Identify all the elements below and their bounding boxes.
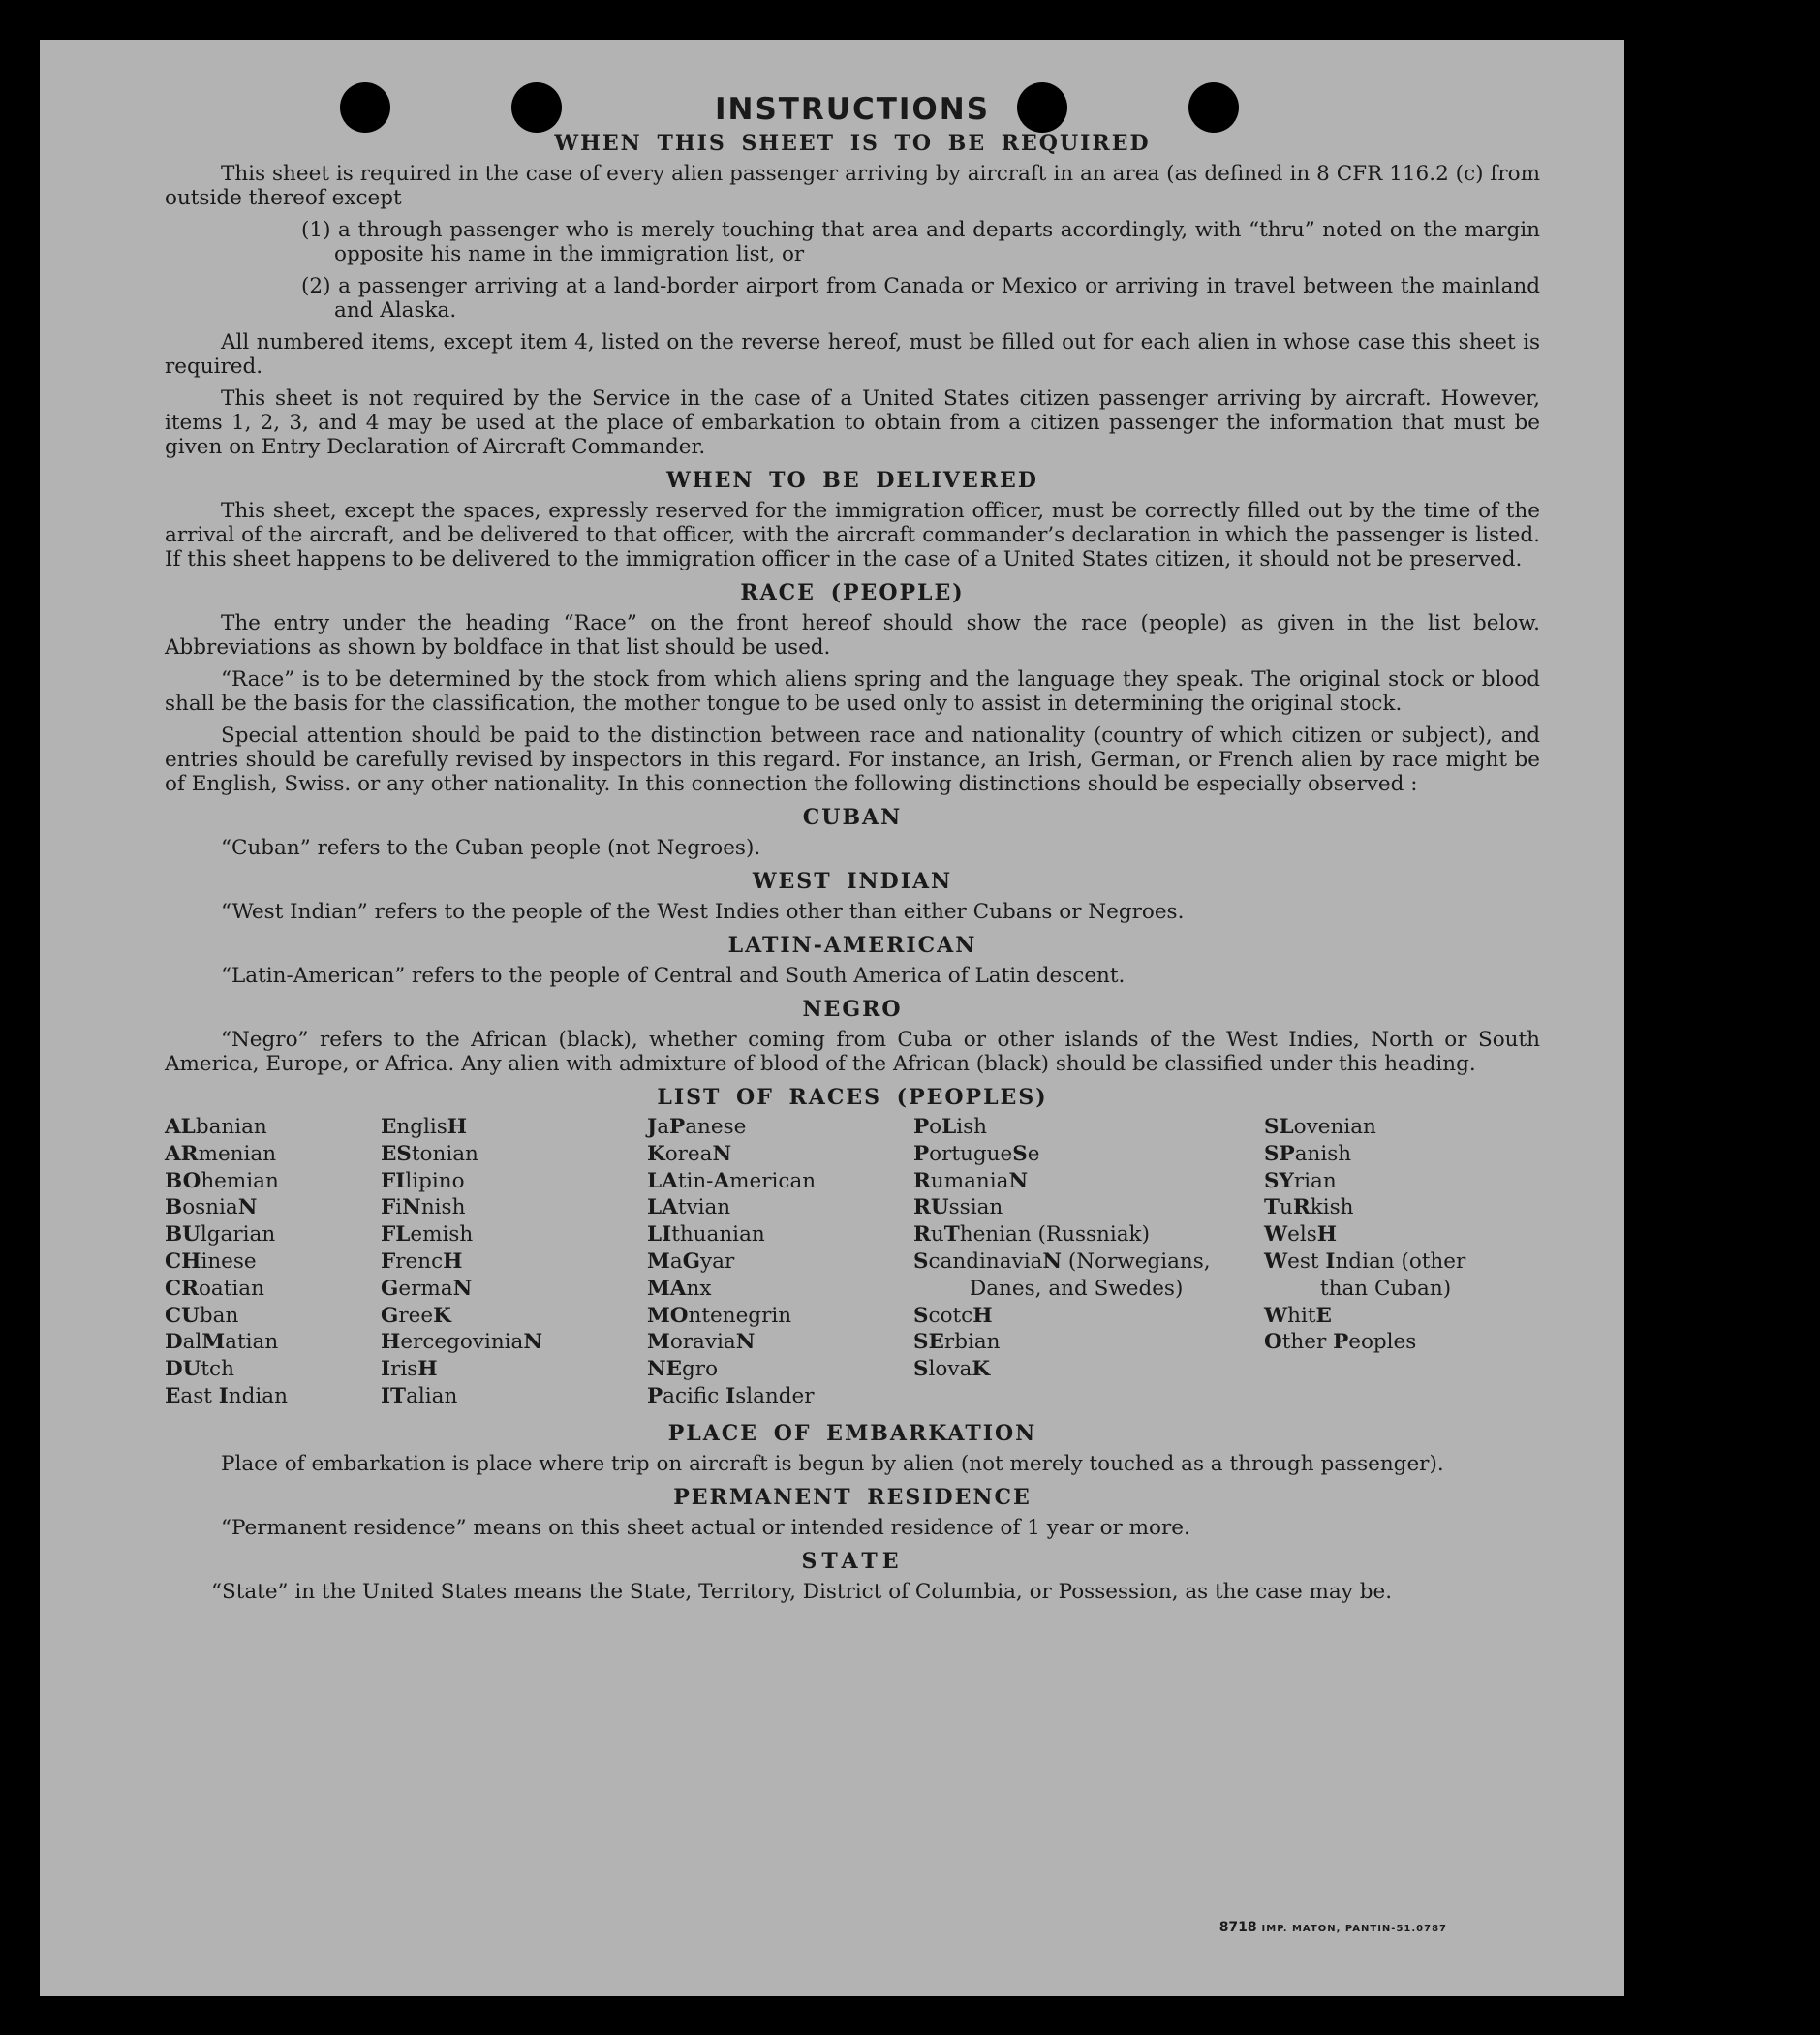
races-list [165,1114,1540,1410]
race-entry: GermaN [381,1276,473,1301]
race-entry: TuRkish [1264,1195,1354,1220]
race-entry: CHinese [165,1249,257,1274]
heading-delivered: WHEN TO BE DELIVERED [666,468,1038,493]
exception-item-1: (1) a through passenger who is merely touching that area and departs accordingly, with “thru” noted on the margin opposite his name in the immigration list, or [301,218,1540,266]
race-entry: SYrian [1264,1168,1337,1193]
race-entry: DUtch [165,1357,234,1382]
race-entry: BUlgarian [165,1222,276,1248]
race-entry: LIthuanian [647,1222,765,1248]
races-column-4 [913,1114,1264,1410]
race-entry: DalMatian [165,1330,279,1355]
race-entry: CRoatian [165,1276,264,1301]
race-entry: BOhemian [165,1168,279,1193]
race-entry: PoLish [913,1115,988,1139]
race-entry: GreeK [381,1303,451,1328]
paragraph: All numbered items, except item 4, listed on the reverse hereof, must be filled out for each alien in whose case this sheet is required. [165,330,1540,379]
race-entry: PortugueSe [913,1141,1040,1166]
race-entry: ARmenian [165,1141,277,1166]
paragraph: “Permanent residence” means on this sheet actual or intended residence of 1 year or more. [221,1515,1190,1540]
paragraph: This sheet is not required by the Service in the case of a United States citizen passenger arriving by aircraft. However, items 1, 2, 3, and 4 may be used at the place of embarkation to obtain from a citizen passenger the information that must be given on Entry Declaration of Aircraft Commander. [165,386,1540,459]
race-entry: EnglisH [381,1115,468,1139]
race-entry: FrencH [381,1249,463,1274]
race-entry: EStonian [381,1141,478,1166]
race-entry: ITalian [381,1383,458,1408]
imprint-text: IMP. MATON, PANTIN-51.0787 [1261,1924,1447,1934]
race-entry: RumaniaN [913,1168,1029,1193]
heading-state: STATE [801,1548,904,1574]
race-entry: WhitE [1264,1303,1332,1328]
races-column-3 [647,1114,913,1410]
race-entry: SErbian [913,1330,1001,1355]
race-entry: Other Peoples [1264,1330,1417,1355]
race-entry: RUssian [913,1195,1003,1220]
paragraph: “State” in the United States means the State, Territory, District of Columbia, or Possession, as the case may be. [211,1579,1393,1604]
race-entry: BosniaN [165,1195,258,1220]
races-column-5 [1264,1114,1506,1410]
race-entry: ALbanian [165,1115,267,1139]
race-entry: CUban [165,1303,239,1328]
race-entry: FLemish [381,1222,474,1248]
heading-races-list: LIST OF RACES (PEOPLES) [657,1085,1048,1110]
paragraph: Place of embarkation is place where trip on aircraft is begun by alien (not merely touched as a through passenger). [221,1451,1444,1476]
race-entry: NEgro [647,1357,719,1382]
race-entry: East Indian [165,1383,288,1408]
race-entry: FiNnish [381,1195,466,1220]
paragraph: Special attention should be paid to the distinction between race and nationality (country of which citizen or subject), and entries should be carefully revised by inspectors in this regard. For instance, an Irish, German, or French alien by race might be of English, Swiss. or any other nationality. In this connection the following distinctions should be especially observed : [165,724,1540,796]
race-entry: JaPanese [647,1115,747,1139]
race-entry: SLovenian [1264,1115,1376,1139]
paragraph: “Latin-American” refers to the people of Central and South America of Latin descent. [221,964,1126,988]
instruction-sheet [40,40,1624,1996]
race-entry: HercegoviniaN [381,1330,543,1355]
paragraph: This sheet is required in the case of every alien passenger arriving by aircraft in an area (as defined in 8 CFR 116.2 (c) from outside thereof except [165,162,1540,210]
race-entry: Pacific Islander [647,1383,815,1408]
paragraph: “Negro” refers to the African (black), whether coming from Cuba or other islands of the West Indies, North or South America, Europe, or Africa. Any alien with admixture of blood of the African (black) should be classified under this heading. [165,1028,1540,1076]
races-column-1 [165,1114,381,1410]
race-entry: SlovaK [913,1357,991,1382]
heading-residence: PERMANENT RESIDENCE [673,1484,1032,1510]
race-entry: LAtvian [647,1195,731,1220]
race-entry: WelsH [1264,1222,1338,1248]
race-entry: SPanish [1264,1141,1352,1166]
page-title: INSTRUCTIONS [714,92,991,127]
heading-required: WHEN THIS SHEET IS TO BE REQUIRED [554,131,1151,156]
race-entry: ScandinaviaN (Norwegians, Danes, and Swedes) [913,1249,1211,1301]
race-entry: IrisH [381,1357,438,1382]
race-entry: RuThenian (Russniak) [913,1222,1150,1248]
exception-item-2: (2) a passenger arriving at a land-border airport from Canada or Mexico or arriving in travel between the mainland and Alaska. [301,274,1540,323]
heading-embarkation: PLACE OF EMBARKATION [667,1420,1037,1446]
heading-negro: NEGRO [802,997,903,1022]
race-entry: MAnx [647,1276,712,1301]
form-number: 8718 [1218,1920,1257,1935]
race-entry: LAtin-American [647,1168,817,1193]
heading-latin-american: LATIN-AMERICAN [727,933,977,958]
paragraph: “Cuban” refers to the Cuban people (not Negroes). [221,836,761,860]
races-column-2 [381,1114,647,1410]
race-entry: KoreaN [647,1141,732,1166]
heading-cuban: CUBAN [802,805,903,830]
race-entry: MaGyar [647,1249,735,1274]
paragraph: “West Indian” refers to the people of the West Indies other than either Cubans or Negroes. [221,900,1185,924]
paragraph: This sheet, except the spaces, expressly reserved for the immigration officer, must be correctly filled out by the time of the arrival of the aircraft, and be delivered to that officer, with the aircraft commander’s declaration in which the passenger is listed. If this sheet happens to be delivered to the immigration officer in the case of a United States citizen, it should not be preserved. [165,499,1540,571]
race-entry: ScotcH [913,1303,993,1328]
race-entry: MoraviaN [647,1330,756,1355]
paragraph: “Race” is to be determined by the stock from which aliens spring and the language they speak. The original stock or blood shall be the basis for the classification, the mother tongue to be used only to assist in determining the original stock. [165,667,1540,716]
heading-west-indian: WEST INDIAN [752,869,953,894]
document-body [165,92,1540,1612]
printer-imprint [1219,1920,1447,1935]
race-entry: West Indian (other than Cuban) [1264,1249,1466,1301]
paragraph: The entry under the heading “Race” on the front hereof should show the race (people) as given in the list below. Abbreviations as shown by boldface in that list should be used. [165,611,1540,660]
race-entry: FIlipino [381,1168,465,1193]
heading-race: RACE (PEOPLE) [740,580,965,605]
race-entry: MOntenegrin [647,1303,792,1328]
